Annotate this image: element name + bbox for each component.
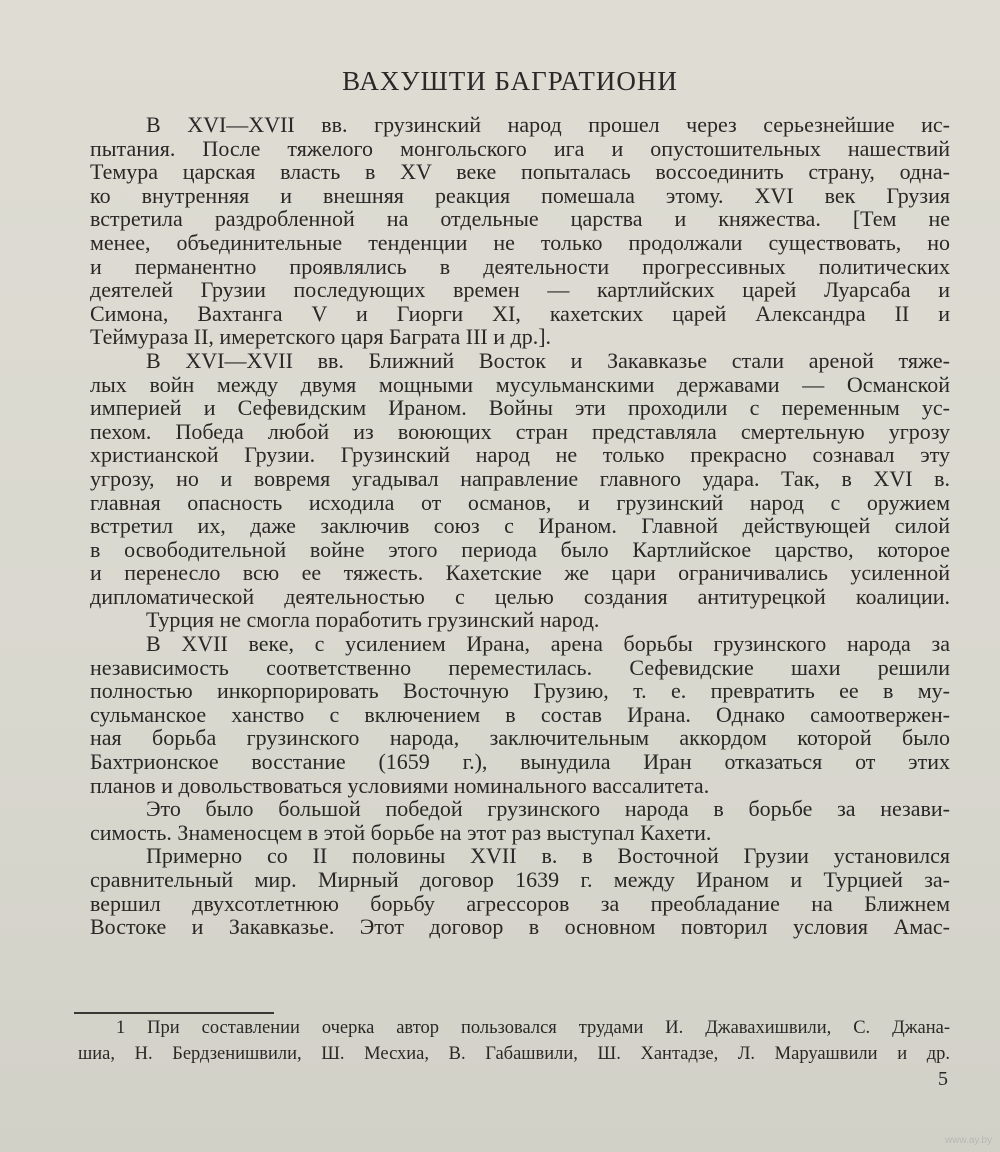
text-line: Темура царская власть в XV веке попыталась воссоединить страну, одна- [90,159,950,185]
text-line: и перманентно проявлялись в деятельности прогрессивных политических [90,253,950,279]
text-line: встретил их, даже заключив союз с Ираном. Главной действующей силой [90,513,950,539]
text-line: и перенесло всю ее тяжесть. Кахетские же цари ограничивались усиленной [90,560,950,586]
text-line: планов и довольствоваться условиями номинального вассалитета. [90,772,710,798]
text-line: В XVII веке, с усилением Ирана, арена борьбы грузинского народа за [146,631,950,657]
text-line: угрозу, но и вовремя угадывал направление главного удара. Так, в XVI в. [90,465,950,491]
text-line: главная опасность исходила от османов, и грузинский народ с оружием [90,489,950,515]
text-line: дипломатической деятельностью с целью создания антитурецкой коалиции. [90,583,950,609]
footnote-line: 1 При составлении очерка автор пользовался трудами И. Джавахишвили, С. Джана- [116,1018,950,1038]
text-line: империей и Сефевидским Ираном. Войны эти проходили с переменным ус- [90,395,950,421]
text-line: менее, объединительные тенденции не только продолжали существовать, но [90,229,950,255]
text-line: сравнительный мир. Мирный договор 1639 г. между Ираном и Турцией за- [90,867,950,892]
page-number: 5 [938,1068,948,1090]
text-line: В XVI—XVII вв. Ближний Восток и Закавказье стали ареной тяже- [146,347,950,373]
text-line: вершил двухсотлетнюю борьбу агрессоров за преобладание на Ближнем [90,890,950,916]
text-line: пехом. Победа любой из воюющих стран представляла смертельную угрозу [90,418,950,444]
text-line: Востоке и Закавказье. Этот договор в основном повторил условия Амас- [90,914,950,940]
text-line: независимость соответственно переместилась. Сефевидские шахи решили [90,654,950,680]
text-line: встретила раздробленной на отдельные царства и княжества. [Тем не [90,206,950,232]
text-line: христианской Грузии. Грузинский народ не только прекрасно сознавал эту [90,442,950,468]
text-line: сульманское ханство с включением в состав Ирана. Однако самоотвержен- [90,701,950,727]
text-line: симость. Знаменосцем в этой борьбе на этот раз выступал Кахети. [90,819,712,845]
text-line: ная борьба грузинского народа, заключительным аккордом которой было [90,725,950,751]
footnote [78,1015,950,1067]
body-text [90,113,950,939]
footnote-rule [74,1012,274,1014]
footnote-line: шиа, Н. Бердзенишвили, Ш. Месхиа, В. Габашвили, Ш. Хантадзе, Л. Маруашвили и др. [78,1044,950,1064]
text-line: В XVI—XVII вв. грузинский народ прошел через серьезнейшие ис- [146,112,950,137]
text-line: ко внутренняя и внешняя реакция помешала этому. XVI век Грузия [90,182,950,208]
text-line: Теймураза II, имеретского царя Баграта III и др.]. [90,324,552,350]
text-line: Турция не смогла поработить грузинский народ. [146,607,600,633]
text-line: Примерно со II половины XVII в. в Восточной Грузии установился [146,843,950,869]
text-line: деятелей Грузии последующих времен — картлийских царей Луарсаба и [90,277,950,303]
text-line: Симона, Вахтанга V и Гиорги XI, кахетских царей Александра II и [90,300,950,326]
page-title: ВАХУШТИ БАГРАТИОНИ [342,66,678,96]
text-line: пытания. После тяжелого монгольского ига и опустошительных нашествий [90,135,950,161]
watermark: www.ay.by [944,1135,992,1146]
text-line: полностью инкорпорировать Восточную Грузию, т. е. превратить ее в му- [90,678,950,704]
text-line: лых войн между двумя мощными мусульманскими державами — Османской [90,371,950,397]
text-line: Это было большой победой грузинского народа в борьбе за незави- [146,796,950,822]
text-line: в освободительной войне этого периода было Картлийское царство, которое [90,536,950,562]
text-line: Бахтрионское восстание (1659 г.), вынудила Иран отказаться от этих [90,749,950,775]
